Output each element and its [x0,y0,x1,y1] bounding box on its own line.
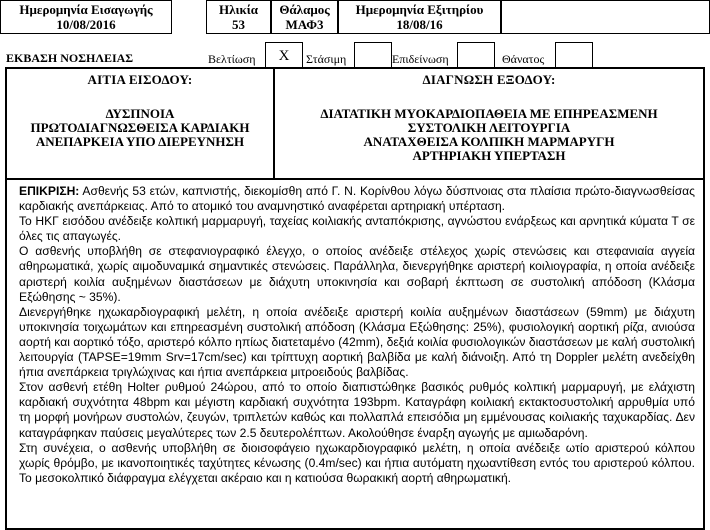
epicrisis-first-text: Ασθενής 53 ετών, καπνιστής, διεκομίσθη από Γ. Ν. Κορίνθου λόγω δύσπνοιας στα πλαίσια πρώτο-διαγνωσθείσας καρδιακής ανεπάρκειας. Από το ατομικό του αναμνηστικό αναφέρεται αρτηριακή υπέρταση. [19,184,695,214]
epicrisis-label: ΕΠΙΚΡΙΣΗ: [19,184,80,198]
epicrisis-paragraph: Στον ασθενή ετέθη Holter ρυθμού 24ώρου, από το οποίο διαπιστώθηκε βασικός ρυθμός κολπική μαρμαρυγή, με ελάχιστη καρδιακή συχνότητα 48bpm και μέγιστη καρδιακή συχνότητα 193bpm. Καταγράφη κοιλιακή εκτακτοσυστολική αρρυθμία υπό τη μορφή μονήρων συστολών, ζευγών, τριπλετών καθώς και πολλαπλά επεισόδια μη εμμένουσας κοιλιακής ταχυκαρδίας. Δεν καταγράφηκαν παύσεις μεγαλύτερες των 2.5 δευτερολέπτων. Ακολούθησε έναρξη αγωγής με αμιωδαρόνη. [19,380,695,440]
outcome-improvement-label: Βελτίωση [208,52,256,66]
outcome-death-label: Θάνατος [502,52,545,66]
outcome-stable-checkbox[interactable] [354,42,392,68]
outcome-worsening-checkbox[interactable] [457,42,495,68]
admission-reason-text [7,107,273,149]
epicrisis-section [5,180,705,530]
ward-cell [271,0,338,34]
hospitalization-outcome-row [0,42,710,70]
reason-diagnosis-table [5,67,705,180]
epicrisis-paragraph: Διενεργήθηκε ηχωκαρδιογραφική μελέτη, η οποία ανέδειξε αριστερή κοιλία αυξημένων διαστάσεων (59mm) με διάχυτη υποκινησία τοιχωμάτων και επηρεασμένη συστολική απόδοση (Κλάσμα Εξώθησης: 25%), φυσιολογική αορτική ρίζα, ανιούσα αορτή και αορτικό τόξο, αριστερό κόλπο ηπίως διατεταμένο (42mm), δεξιά κοιλία φυσιολογικών διαστάσεων με καλή συστολική λειτουργία (TAPSE=19mm Srv=17cm/sec) και τρίπτυχη αορτική βαλβίδα με καλή διάνοιξη. Από τη Doppler μελέτη ανεδείχθη ήπια ανεπάρκεια τριγλώχινας και ήπια ανεπάρκεια μιτροειδούς βαλβίδας. [19,304,695,380]
discharge-diagnosis-line: ΣΥΣΤΟΛΙΚΗ ΛΕΙΤΟΥΡΓΙΑ [407,120,571,135]
admission-reason-line: ΔΥΣΠΝΟΙΑ [105,106,175,121]
discharge-diagnosis-line: ΑΝΑΤΑΧΘΕΙΣΑ ΚΟΛΠΙΚΗ ΜΑΡΜΑΡΥΓΗ [363,134,615,149]
outcome-stable-label: Στάσιμη [306,52,347,66]
epicrisis-paragraph: Το ΗΚΓ εισόδου ανέδειξε κολπική μαρμαρυγή, ταχείας κοιλιακής ανταπόκρισης, αγνώστου ενάρξεως και αρνητικά κύματα Τ σε όλες τις απαγωγές. [19,214,695,244]
ward-label: Θάλαμος [279,2,330,17]
admission-date-value: 10/08/2016 [56,17,116,32]
age-cell [206,0,271,34]
header-empty-cell [501,0,710,34]
discharge-diagnosis-line: ΔΙΑΤΑΤΙΚΗ ΜΥΟΚΑΡΔΙΟΠΑΘΕΙΑ ΜΕ ΕΠΗΡΕΑΣΜΕΝΗ [320,106,658,121]
admission-date-label: Ημερομηνία Εισαγωγής [19,2,153,17]
admission-reason-cell [7,69,275,178]
epicrisis-paragraph [19,184,695,214]
epicrisis-paragraph: Ο ασθενής υποβλήθη σε στεφανιογραφικό έλεγχο, ο οποίος ανέδειξε στέλεχος χωρίς στενώσεις και στεφανιαία αγγεία αθηρωματικά, χωρίς αιμοδυναμικά σημαντικές στενώσεις. Παράλληλα, διενεργήθηκε αριστερή κοιλιογραφία, η οποία ανέδειξε αριστερή κοιλία αυξημένων διαστάσεων με διάχυτη υποκινησία και σοβαρή έκπτωση σε συστολική απόδοση (Κλάσμα Εξώθησης ~ 35%). [19,244,695,304]
discharge-diagnosis-title: ΔΙΑΓΝΩΣΗ ΕΞΟΔΟΥ: [422,72,556,87]
discharge-date-value: 18/08/16 [396,17,443,32]
epicrisis-paragraph: Στη συνέχεια, ο ασθενής υποβλήθη σε διοισοφάγειο ηχωκαρδιογραφικό μελέτη, η οποία ανέδειξε ωτίο αριστερού κόλπου χωρίς θρόμβο, με ικανοποιητικές ταχύτητες κένωσης (0.4m/sec) και ήπια αυτόματη ηχωαντίθεση εντός του αριστερού κόλπου. Το μεσοκολπικό διάφραγμα ελέγχεται ακέραιο και η κατιούσα θωρακική αορτή αθηρωματική. [19,440,695,485]
age-label: Ηλικία [218,2,259,17]
outcome-selected-mark: Χ [278,48,290,64]
admission-reason-line: ΑΝΕΠΑΡΚΕΙΑ ΥΠΟ ΔΙΕΡΕΥΝΗΣΗ [35,134,245,149]
outcome-label: ΕΚΒΑΣΗ ΝΟΣΗΛΕΙΑΣ [6,51,134,65]
outcome-improvement-checkbox[interactable] [265,42,303,68]
ward-value: ΜΑΦ3 [285,17,324,32]
discharge-diagnosis-cell [275,69,703,178]
admission-reason-title: ΑΙΤΙΑ ΕΙΣΟΔΟΥ: [87,72,193,87]
outcome-worsening-label: Επιδείνωση [392,52,449,66]
discharge-date-cell [338,0,501,34]
discharge-date-label: Ημερομηνία Εξιτηρίου [355,2,484,17]
age-value: 53 [232,17,245,32]
admission-reason-line: ΠΡΩΤΟΔΙΑΓΝΩΣΘΕΙΣΑ ΚΑΡΔΙΑΚΗ [30,120,250,135]
discharge-diagnosis-line: ΑΡΤΗΡΙΑΚΗ ΥΠΕΡΤΑΣΗ [412,148,566,163]
outcome-death-checkbox[interactable] [555,42,593,68]
discharge-diagnosis-text [275,107,703,163]
admission-date-cell [0,0,172,34]
